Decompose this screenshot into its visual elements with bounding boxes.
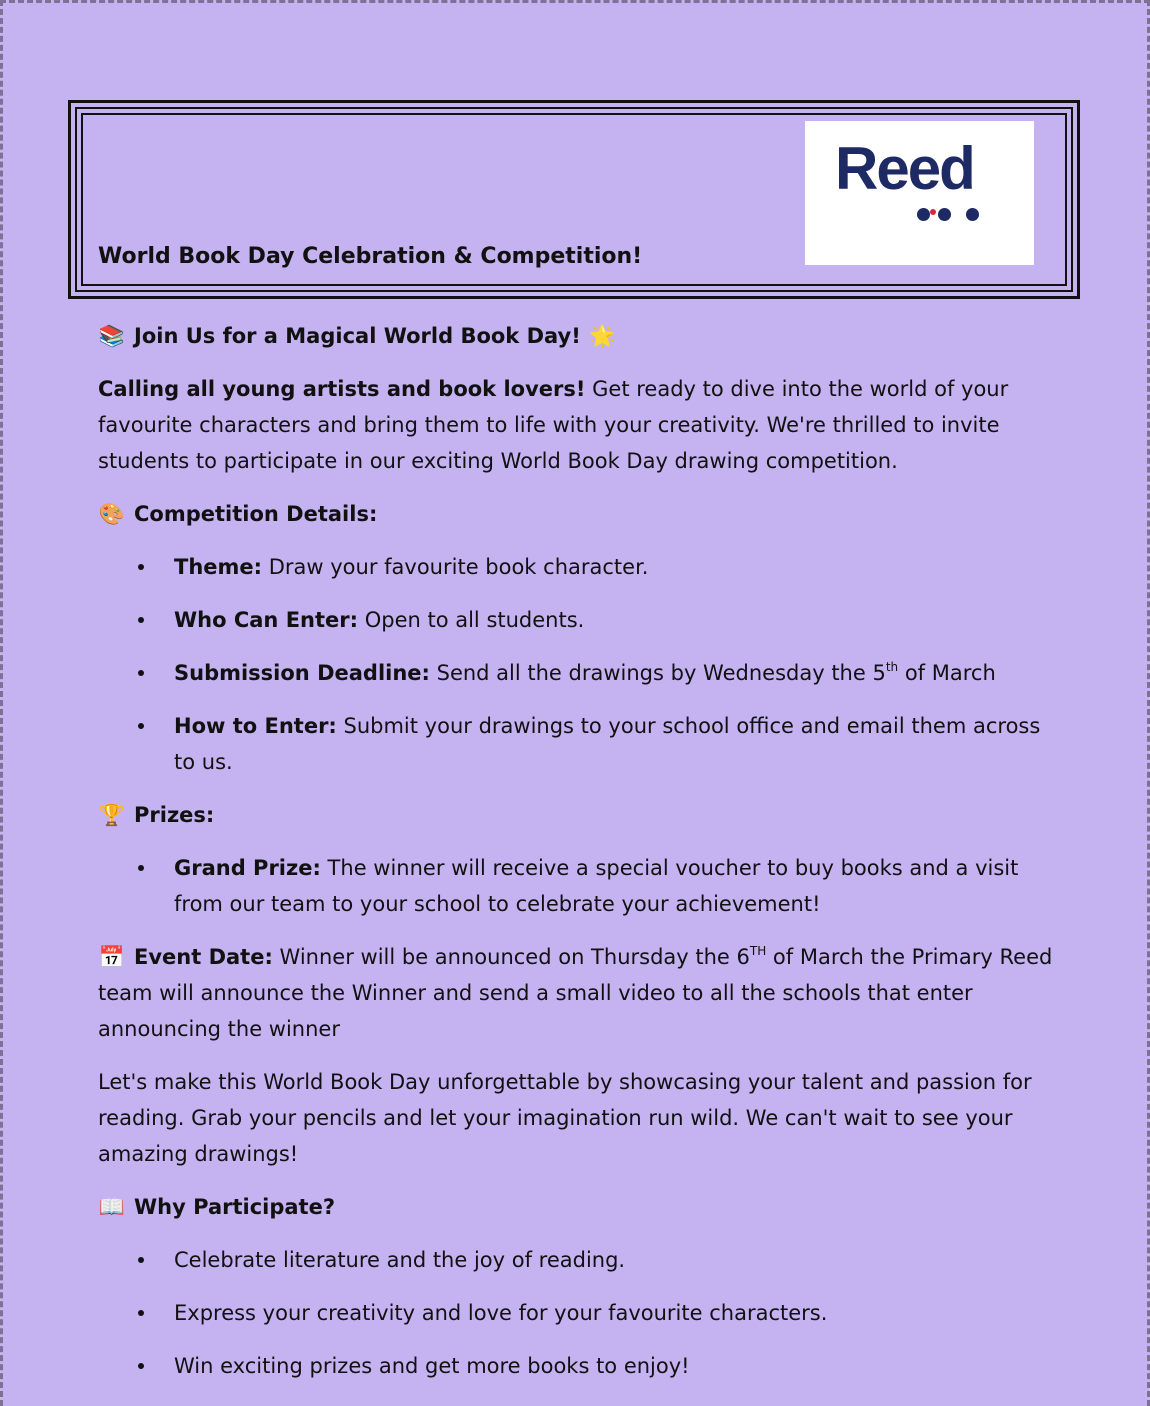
intro-heading: 📚 Join Us for a Magical World Book Day! 🌟: [98, 318, 1058, 354]
list-item: Submission Deadline: Send all the drawings by Wednesday the 5th of March: [174, 655, 1058, 691]
list-item: Win exciting prizes and get more books to enjoy!: [174, 1348, 1058, 1384]
list-item: How to Enter: Submit your drawings to your school office and email them across to us.: [174, 708, 1058, 780]
list-item: Grand Prize: The winner will receive a special voucher to buy books and a visit from our team to your school to celebrate your achievement!: [174, 850, 1058, 922]
open-book-icon: 📖: [98, 1195, 126, 1219]
sparkle-star-icon: 🌟: [589, 324, 616, 348]
books-icon: 📚: [98, 324, 126, 348]
list-item: Express your creativity and love for your favourite characters.: [174, 1295, 1058, 1331]
event-paragraph: 📅 Event Date: Winner will be announced on Thursday the 6TH of March the Primary Reed team will announce the Winner and send a small video to all the schools that enter announcing the winner: [98, 939, 1058, 1047]
logo-wordmark: Reed: [835, 135, 974, 202]
intro-paragraph: Calling all young artists and book lovers! Get ready to dive into the world of your favourite characters and bring them to life with your creativity. We're thrilled to invite students to participate in our exciting World Book Day drawing competition.: [98, 377, 1009, 473]
main-content: [98, 318, 1058, 1401]
palette-icon: 🎨: [98, 502, 126, 526]
competition-heading: 🎨 Competition Details:: [98, 496, 1058, 532]
why-heading: 📖 Why Participate?: [98, 1189, 1058, 1225]
page-title: World Book Day Celebration & Competition!: [98, 244, 643, 269]
list-item: Celebrate literature and the joy of reading.: [174, 1242, 1058, 1278]
list-item: Who Can Enter: Open to all students.: [174, 602, 1058, 638]
logo-dot: [966, 208, 979, 221]
prizes-list: [98, 850, 1058, 922]
why-list: [98, 1242, 1058, 1384]
logo-dot: [917, 208, 930, 221]
trophy-icon: 🏆: [98, 803, 126, 827]
logo-dot: [938, 208, 951, 221]
logo-dot-red: [930, 209, 936, 215]
reed-logo: [805, 121, 1034, 265]
prizes-heading: 🏆 Prizes:: [98, 797, 1058, 833]
competition-list: [98, 549, 1058, 780]
list-item: Theme: Draw your favourite book character.: [174, 549, 1058, 585]
closing-paragraph: Let's make this World Book Day unforgettable by showcasing your talent and passion for reading. Grab your pencils and let your imagination run wild. We can't wait to see your amazing drawings!: [98, 1070, 1032, 1166]
calendar-icon: 📅: [98, 945, 126, 969]
